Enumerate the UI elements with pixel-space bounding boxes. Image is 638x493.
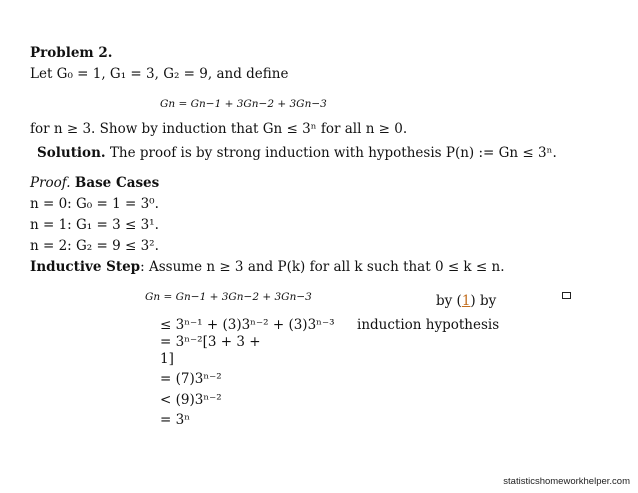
base-case-0: n = 0: G₀ = 1 = 3⁰. (30, 196, 159, 212)
by-prefix: by ( (436, 293, 462, 309)
step-3: = (7)3ⁿ⁻² (160, 371, 222, 387)
solution-label: Solution. (37, 145, 106, 161)
by-reference (436, 292, 496, 310)
footer-watermark: statisticshomeworkhelper.com (503, 476, 630, 487)
base-cases-heading: Base Cases (74, 175, 160, 191)
solution-line (37, 144, 557, 162)
recurrence-equation: Gn = Gn−1 + 3Gn−2 + 3Gn−3 (160, 98, 327, 110)
proof-label: Proof. (30, 175, 71, 191)
inductive-step-heading: Inductive Step (30, 259, 141, 275)
by-suffix: ) by (470, 293, 497, 309)
solution-text: The proof is by strong induction with hypothesis P(n) := Gn ≤ 3ⁿ. (109, 145, 557, 161)
inductive-step-text: : Assume n ≥ 3 and P(k) for all k such that 0 ≤ k ≤ n. (140, 259, 505, 275)
proof-heading (30, 174, 159, 192)
step-2a: = 3ⁿ⁻²[3 + 3 + (160, 334, 261, 350)
problem-title: Problem 2. (30, 45, 113, 61)
base-case-2: n = 2: G₂ = 9 ≤ 3². (30, 238, 159, 254)
step-4: < (9)3ⁿ⁻² (160, 392, 222, 408)
problem-statement-line2: for n ≥ 3. Show by induction that Gn ≤ 3ⁿ for all n ≥ 0. (30, 121, 408, 137)
problem-statement-line1: Let G₀ = 1, G₁ = 3, G₂ = 9, and define (30, 66, 289, 82)
step-5: = 3ⁿ (160, 412, 191, 428)
base-case-1: n = 1: G₁ = 3 ≤ 3¹. (30, 217, 159, 233)
inductive-step-line (30, 258, 505, 276)
step-1: ≤ 3ⁿ⁻¹ + (3)3ⁿ⁻² + (3)3ⁿ⁻³ (160, 317, 335, 333)
equation-reference-link[interactable]: 1 (461, 293, 471, 309)
step-1-note: induction hypothesis (357, 317, 500, 333)
step-2b: 1] (160, 351, 174, 367)
inductive-recurrence: Gn = Gn−1 + 3Gn−2 + 3Gn−3 (145, 291, 312, 303)
qed-box-icon (562, 292, 571, 299)
